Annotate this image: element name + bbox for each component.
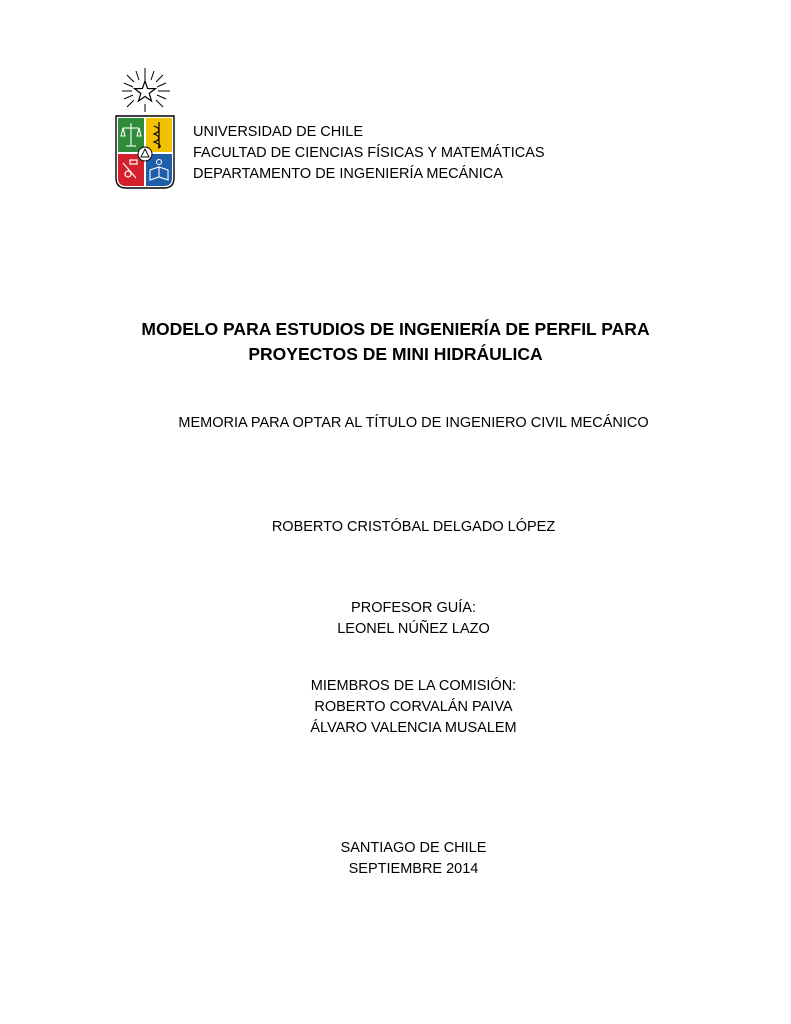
advisor-block: [0, 598, 791, 640]
thesis-title: [0, 317, 791, 367]
institution-header: [193, 122, 545, 185]
thesis-subtitle: [0, 413, 791, 434]
advisor-name: LEONEL NÚÑEZ LAZO: [337, 621, 490, 637]
thesis-title-line-2: PROYECTOS DE MINI HIDRÁULICA: [248, 344, 543, 364]
commission-block: [0, 676, 791, 739]
author-block: [0, 517, 791, 538]
university-name: UNIVERSIDAD DE CHILE: [193, 124, 364, 140]
place: SANTIAGO DE CHILE: [340, 840, 487, 856]
faculty-name: FACULTAD DE CIENCIAS FÍSICAS Y MATEMÁTICAS: [193, 145, 545, 161]
commission-label: MIEMBROS DE LA COMISIÓN:: [310, 678, 517, 694]
commission-member: ROBERTO CORVALÁN PAIVA: [314, 699, 513, 715]
department-name: DEPARTAMENTO DE INGENIERÍA MECÁNICA: [193, 166, 503, 182]
date: SEPTIEMBRE 2014: [348, 861, 479, 877]
place-date-block: [0, 838, 791, 880]
thesis-title-line-1: MODELO PARA ESTUDIOS DE INGENIERÍA DE PERFIL PARA: [141, 319, 650, 339]
subtitle-text: MEMORIA PARA OPTAR AL TÍTULO DE INGENIERO CIVIL MECÁNICO: [178, 415, 649, 431]
university-crest-icon: [114, 66, 176, 192]
advisor-label: PROFESOR GUÍA:: [351, 600, 476, 616]
commission-member: ÁLVARO VALENCIA MUSALEM: [310, 720, 517, 736]
author-name: ROBERTO CRISTÓBAL DELGADO LÓPEZ: [271, 519, 556, 535]
